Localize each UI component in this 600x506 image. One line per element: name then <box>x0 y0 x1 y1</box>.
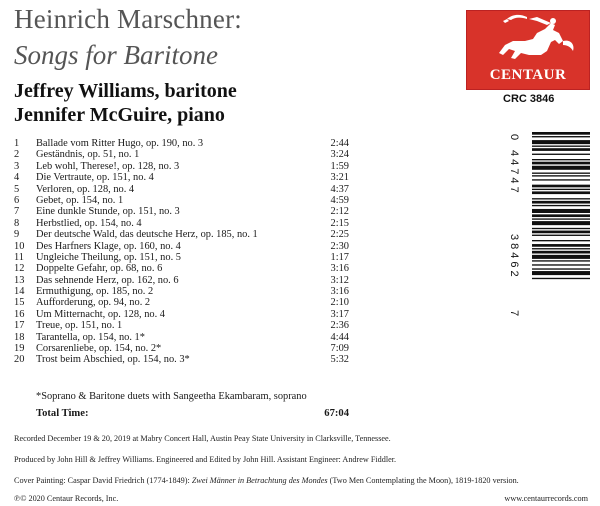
barcode-bar <box>532 166 590 170</box>
barcode-bar <box>532 218 590 219</box>
track-number: 1 <box>14 138 20 149</box>
track-number: 15 <box>14 297 25 309</box>
total-time-value: 67:04 <box>324 408 349 419</box>
recording-credit: Recorded December 19 & 20, 2019 at Mabry Concert Hall, Austin Peay State University in Clarksville, Tennessee. <box>14 434 391 443</box>
barcode <box>508 128 592 324</box>
barcode-bar <box>532 244 590 247</box>
barcode-bar <box>532 173 590 174</box>
barcode-bar <box>532 255 590 259</box>
barcode-bar <box>532 231 590 234</box>
track-duration: 4:59 <box>330 194 349 206</box>
track-number: 13 <box>14 274 25 286</box>
barcode-bar <box>532 132 590 135</box>
track-duration: 7:09 <box>330 343 349 355</box>
track-title: Herbstlied, op. 154, no. 4 <box>36 217 142 229</box>
barcode-bar <box>532 235 590 236</box>
track-title: Treue, op. 151, no. 1 <box>36 320 123 332</box>
track-row <box>14 229 349 240</box>
barcode-bar <box>532 264 590 265</box>
track-title: Eine dunkle Stunde, op. 151, no. 3 <box>36 206 180 218</box>
barcode-bar <box>532 205 590 206</box>
track-row <box>14 161 349 172</box>
track-duration: 1:17 <box>330 251 349 263</box>
track-number: 12 <box>14 263 25 275</box>
performer-1: Jeffrey Williams, baritone <box>14 80 237 102</box>
duet-note: *Soprano & Baritone duets with Sangeetha Ekambaram, soprano <box>36 391 307 402</box>
track-number: 2 <box>14 149 20 161</box>
barcode-bar <box>532 175 590 176</box>
track-duration: 2:44 <box>330 138 349 149</box>
barcode-bar <box>532 228 590 229</box>
track-row <box>14 206 349 217</box>
barcode-digits-group-1: 44747 <box>508 150 520 196</box>
track-number: 3 <box>14 160 20 172</box>
barcode-bar <box>532 251 590 254</box>
logo-text: CENTAUR <box>489 67 567 83</box>
track-duration: 3:21 <box>330 172 349 184</box>
track-title: Um Mitternacht, op. 128, no. 4 <box>36 308 166 320</box>
track-row <box>14 297 349 308</box>
track-row <box>14 172 349 183</box>
track-row <box>14 320 349 331</box>
production-credit: Produced by John Hill & Jeffrey Williams. Engineered and Edited by John Hill. Assistant Engineer: Andrew Fiddler. <box>14 455 397 464</box>
track-duration: 3:16 <box>330 286 349 298</box>
track-row <box>14 332 349 343</box>
track-number: 6 <box>14 194 20 206</box>
track-duration: 2:30 <box>330 240 349 252</box>
track-title: Ballade vom Ritter Hugo, op. 190, no. 3 <box>36 138 204 149</box>
barcode-digits-group-2: 38462 <box>508 234 520 280</box>
track-row <box>14 138 349 149</box>
barcode-bar <box>532 191 590 194</box>
track-number: 19 <box>14 343 25 355</box>
barcode-bar <box>532 154 590 155</box>
track-duration: 2:15 <box>330 217 349 229</box>
track-row <box>14 354 349 365</box>
barcode-bar <box>532 271 590 275</box>
track-row <box>14 184 349 195</box>
barcode-bar <box>532 248 590 249</box>
barcode-bar <box>532 201 590 204</box>
track-number: 16 <box>14 308 25 320</box>
track-row <box>14 343 349 354</box>
track-title: Die Vertraute, op. 151, no. 4 <box>36 172 154 184</box>
track-row <box>14 286 349 297</box>
track-row <box>14 263 349 274</box>
barcode-bar <box>532 140 590 144</box>
barcode-bar <box>532 198 590 199</box>
track-title: Des Harfners Klage, op. 160, no. 4 <box>36 240 181 252</box>
track-duration: 5:32 <box>330 354 349 366</box>
barcode-bar <box>532 146 590 147</box>
copyright: ℗© 2020 Centaur Records, Inc. <box>14 494 119 503</box>
centaur-logo <box>466 10 590 90</box>
track-title: Der deutsche Wald, das deutsche Herz, op. 185, no. 1 <box>36 229 258 241</box>
barcode-bar <box>532 221 590 225</box>
track-row <box>14 241 349 252</box>
track-title: Verloren, op. 128, no. 4 <box>36 183 135 195</box>
track-list <box>14 138 349 366</box>
track-title: Gebet, op. 154, no. 1 <box>36 194 124 206</box>
track-duration: 2:36 <box>330 320 349 332</box>
track-title: Corsarenliebe, op. 154, no. 2* <box>36 343 162 355</box>
track-title: Aufforderung, op. 94, no. 2 <box>36 297 151 309</box>
track-duration: 3:16 <box>330 263 349 275</box>
barcode-digit-check: 7 <box>508 310 520 317</box>
barcode-bar <box>532 240 590 241</box>
track-title: Das sehnende Herz, op. 162, no. 6 <box>36 274 179 286</box>
barcode-bar <box>532 214 590 217</box>
barcode-bar <box>532 209 590 213</box>
barcode-bar <box>532 268 590 269</box>
track-row <box>14 252 349 263</box>
track-duration: 2:12 <box>330 206 349 218</box>
track-duration: 2:25 <box>330 229 349 241</box>
barcode-digit-lead: 0 <box>508 134 520 141</box>
website: www.centaurrecords.com <box>504 494 588 503</box>
track-number: 8 <box>14 217 20 229</box>
barcode-bar <box>532 148 590 151</box>
performer-2: Jennifer McGuire, piano <box>14 104 225 126</box>
barcode-bar <box>532 260 590 261</box>
barcode-bar <box>532 162 590 165</box>
track-title: Doppelte Gefahr, op. 68, no. 6 <box>36 263 163 275</box>
track-number: 17 <box>14 320 25 332</box>
barcode-bars <box>508 128 592 324</box>
barcode-bar <box>532 179 590 180</box>
composer-heading: Heinrich Marschner: <box>14 4 242 34</box>
total-time-label: Total Time: <box>36 408 89 419</box>
barcode-bar <box>532 189 590 190</box>
track-number: 14 <box>14 286 25 298</box>
barcode-bar <box>532 185 590 188</box>
track-number: 5 <box>14 183 20 195</box>
track-title: Tarantella, op. 154, no. 1* <box>36 331 145 343</box>
track-duration: 2:10 <box>330 297 349 309</box>
track-row <box>14 275 349 286</box>
track-number: 18 <box>14 331 25 343</box>
track-duration: 1:59 <box>330 160 349 172</box>
track-number: 11 <box>14 251 25 263</box>
track-row <box>14 218 349 229</box>
cover-credit: Cover Painting: Caspar David Friedrich (1774-1849): Zwei Männer in Betrachtung des Mondes (Two Men Contemplating the Moon), 1819-1820 version. <box>14 476 519 485</box>
barcode-bar <box>532 278 590 279</box>
barcode-bar <box>532 159 590 160</box>
track-title: Ermuthigung, op. 185, no. 2 <box>36 286 154 298</box>
track-number: 9 <box>14 229 20 241</box>
track-duration: 3:17 <box>330 308 349 320</box>
track-row <box>14 149 349 160</box>
track-title: Leb wohl, Therese!, op. 128, no. 3 <box>36 160 180 172</box>
track-number: 7 <box>14 206 20 218</box>
track-row <box>14 309 349 320</box>
track-title: Geständnis, op. 51, no. 1 <box>36 149 140 161</box>
track-duration: 3:24 <box>330 149 349 161</box>
track-row <box>14 195 349 206</box>
barcode-bar <box>532 136 590 137</box>
track-number: 4 <box>14 172 20 184</box>
track-title: Ungleiche Theilung, op. 151, no. 5 <box>36 251 181 263</box>
track-duration: 3:12 <box>330 274 349 286</box>
track-number: 20 <box>14 354 25 366</box>
track-number: 10 <box>14 240 25 252</box>
centaur-figure-icon <box>467 11 589 71</box>
track-duration: 4:37 <box>330 183 349 195</box>
track-title: Trost beim Abschied, op. 154, no. 3* <box>36 354 190 366</box>
album-subtitle: Songs for Baritone <box>14 40 219 70</box>
track-duration: 4:44 <box>330 331 349 343</box>
catalog-number: CRC 3846 <box>503 93 555 105</box>
